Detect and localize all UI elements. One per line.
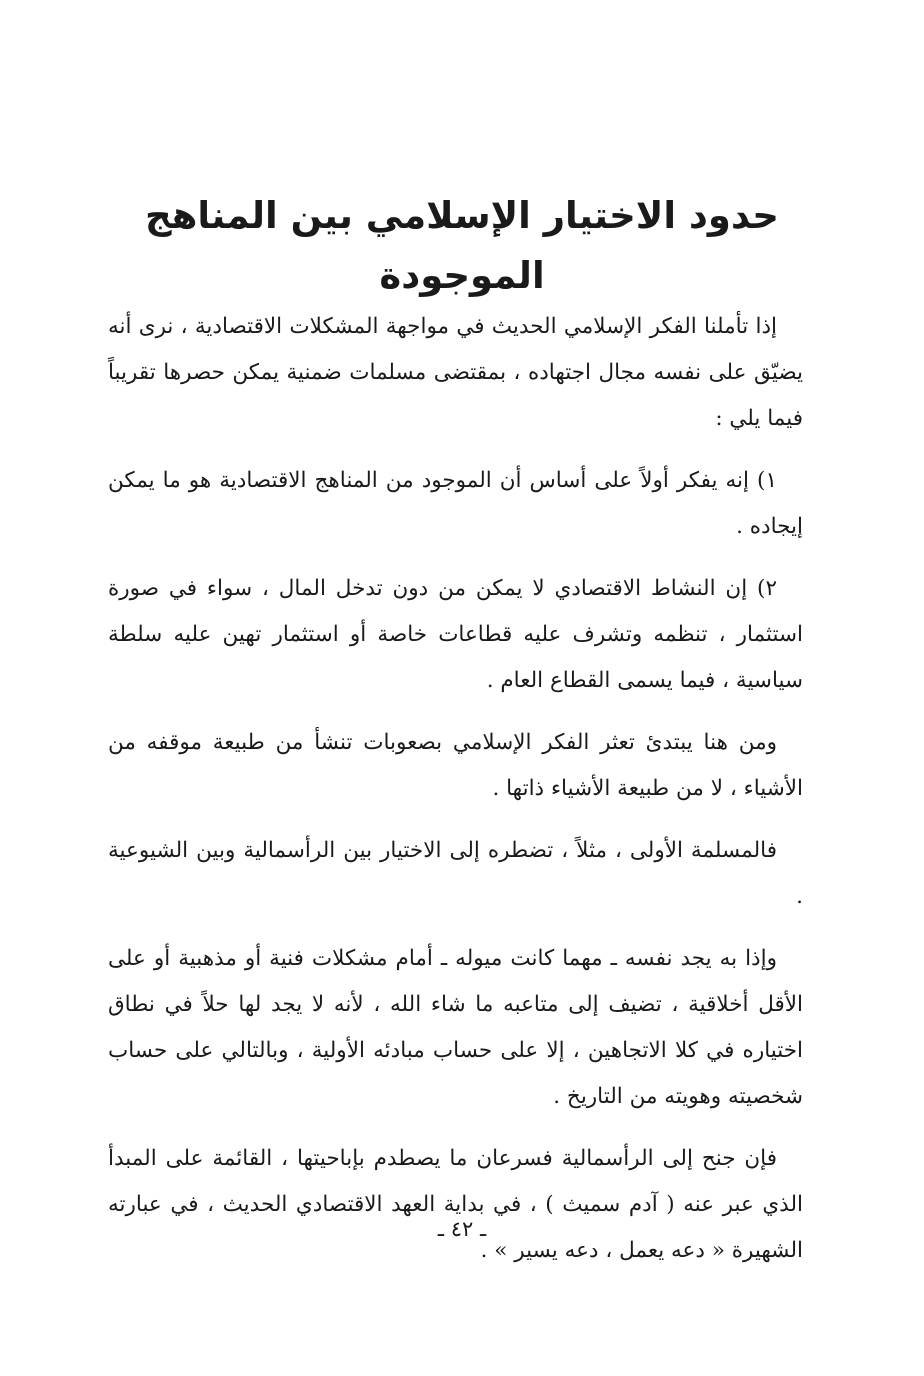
page-number: ـ ٤٢ ـ	[437, 1217, 487, 1241]
paragraph-intro: إذا تأملنا الفكر الإسلامي الحديث في مواجهة المشكلات الاقتصادية ، نرى أنه يضيّق على نفسه مجال اجتهاده ، بمقتضى مسلمات ضمنية يمكن حصرها تقريباً فيما يلي :	[108, 314, 803, 431]
paragraph-point-2: ٢) إن النشاط الاقتصادي لا يمكن من دون تدخل المال ، سواء في صورة استثمار ، تنظمه وتشرف عليه قطاعات خاصة أو استثمار تهين عليه سلطة سياسية ، فيما يسمى القطاع العام .	[108, 576, 803, 693]
paragraph-first-premise: فالمسلمة الأولى ، مثلاً ، تضطره إلى الاختيار بين الرأسمالية وبين الشيوعية .	[108, 838, 803, 909]
paragraph-point-1: ١) إنه يفكر أولاً على أساس أن الموجود من المناهج الاقتصادية هو ما يمكن إيجاده .	[108, 468, 803, 539]
paragraph-dilemma: وإذا به يجد نفسه ـ مهما كانت ميوله ـ أمام مشكلات فنية أو مذهبية أو على الأقل أخلاقية ، تضيف إلى متاعبه ما شاء الله ، لأنه لا يجد لها حلاً في نطاق اختياره في كلا الاتجاهين ، إلا على حساب مبادئه الأولية ، وبالتالي على حساب شخصيته وهويته من التاريخ .	[108, 946, 803, 1109]
chapter-title: حدود الاختيار الإسلامي بين المناهج الموجودة	[145, 194, 779, 297]
paragraph-difficulties: ومن هنا يبتدئ تعثر الفكر الإسلامي بصعوبات تنشأ من طبيعة موقفه من الأشياء ، لا من طبيعة الأشياء ذاتها .	[108, 730, 803, 801]
paragraph-capitalism: فإن جنح إلى الرأسمالية فسرعان ما يصطدم بإباحيتها ، القائمة على المبدأ الذي عبر عنه ( آدم سميث ) ، في بداية العهد الاقتصادي الحديث ، في عبارته الشهيرة « دعه يعمل ، دعه يسير » .	[108, 1146, 803, 1263]
body-text	[108, 304, 803, 1290]
